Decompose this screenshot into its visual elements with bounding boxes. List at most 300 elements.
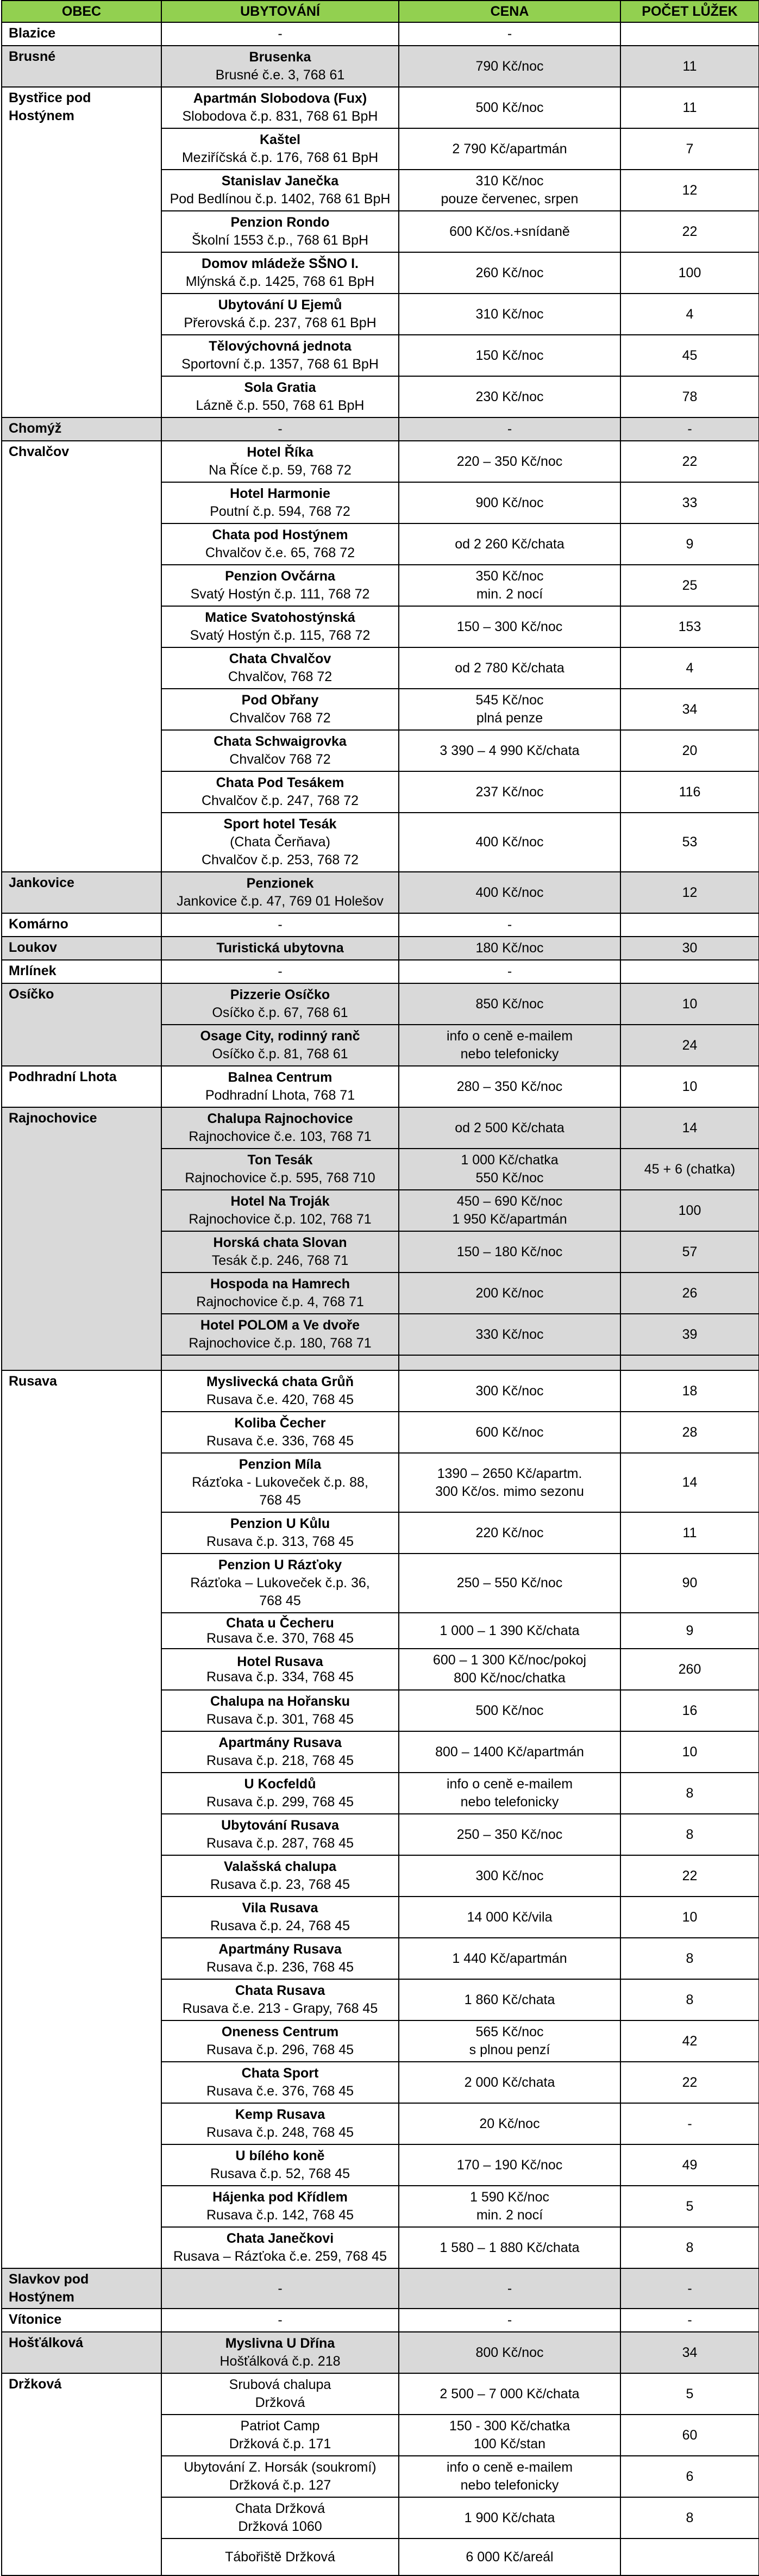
beds-cell: 100 bbox=[620, 252, 759, 294]
accommodation-address: Chvalčov 768 72 bbox=[229, 752, 331, 767]
accommodation-address: Rusava č.e. 420, 768 45 bbox=[206, 1392, 354, 1407]
price-cell: od 2 780 Kč/chata bbox=[399, 647, 620, 689]
accommodation-address: Rusava – Rázťoka č.e. 259, 768 45 bbox=[173, 2249, 387, 2264]
accommodation-address: Rusava č.e. 336, 768 45 bbox=[206, 1433, 354, 1449]
beds-cell: 39 bbox=[620, 1314, 759, 1355]
price-cell: 6 000 Kč/areál bbox=[399, 2538, 620, 2575]
accommodation-address: Hošťálková č.p. 218 bbox=[219, 2354, 341, 2369]
ubytovani-cell bbox=[161, 1273, 399, 1314]
accommodation-name: Srubová chalupa bbox=[229, 2377, 331, 2392]
beds-cell: 24 bbox=[620, 1025, 759, 1066]
accommodation-address: Osíčko č.p. 67, 768 61 bbox=[212, 1005, 348, 1020]
beds-cell: 8 bbox=[620, 2227, 759, 2268]
accommodation-address: Tesák č.p. 246, 768 71 bbox=[211, 1253, 349, 1268]
ubytovani-cell bbox=[161, 170, 399, 211]
accommodation-name: - bbox=[278, 421, 283, 436]
ubytovani-cell bbox=[161, 1107, 399, 1149]
accommodation-address: Poutní č.p. 594, 768 72 bbox=[210, 504, 350, 519]
accommodation-name: Apartmány Rusava bbox=[218, 1735, 342, 1750]
accommodation-address: Držková č.p. 171 bbox=[229, 2436, 331, 2452]
price-cell: 180 Kč/noc bbox=[399, 937, 620, 960]
accommodation-name: Pod Obřany bbox=[241, 693, 319, 708]
accommodation-address: Rusava č.p. 296, 768 45 bbox=[206, 2042, 354, 2057]
accommodation-name: Valašská chalupa bbox=[223, 1859, 337, 1874]
ubytovani-cell bbox=[161, 872, 399, 913]
ubytovani-cell bbox=[161, 2144, 399, 2186]
beds-cell: 26 bbox=[620, 1273, 759, 1314]
beds-cell: 4 bbox=[620, 647, 759, 689]
table-row bbox=[2, 417, 759, 441]
price-cell: od 2 260 Kč/chata bbox=[399, 523, 620, 565]
ubytovani-cell bbox=[161, 1897, 399, 1938]
ubytovani-cell bbox=[161, 335, 399, 376]
beds-cell: 45 + 6 (chatka) bbox=[620, 1149, 759, 1190]
accommodation-name: Hospoda na Hamrech bbox=[210, 1276, 350, 1292]
accommodation-name: Chata Janečkovi bbox=[226, 2231, 334, 2246]
accommodation-address: Rázťoka - Lukoveček č.p. 88, 768 45 bbox=[192, 1475, 368, 1508]
accommodation-name: Myslivna U Dřína bbox=[225, 2336, 335, 2351]
accommodation-address: Mlýnská č.p. 1425, 768 61 BpH bbox=[185, 274, 375, 289]
ubytovani-cell bbox=[161, 523, 399, 565]
beds-cell: 11 bbox=[620, 46, 759, 87]
accommodation-name: Hájenka pod Křídlem bbox=[212, 2190, 348, 2205]
price-cell: 3 390 – 4 990 Kč/chata bbox=[399, 730, 620, 771]
accommodation-name: - bbox=[278, 26, 283, 41]
price-cell: 150 – 180 Kč/noc bbox=[399, 1231, 620, 1273]
price-cell: 500 Kč/noc bbox=[399, 87, 620, 128]
obec-cell: Chvalčov bbox=[2, 441, 161, 872]
accommodation-name: Chata Držková bbox=[235, 2501, 325, 2516]
price-cell: 900 Kč/noc bbox=[399, 482, 620, 523]
beds-cell bbox=[620, 913, 759, 937]
price-cell: - bbox=[399, 960, 620, 983]
price-cell: 280 – 350 Kč/noc bbox=[399, 1066, 620, 1107]
beds-cell: - bbox=[620, 2103, 759, 2144]
ubytovani-cell bbox=[161, 2309, 399, 2332]
accommodation-name: Chata Pod Tesákem bbox=[216, 775, 344, 790]
table-row bbox=[2, 2373, 759, 2415]
beds-cell: 14 bbox=[620, 1453, 759, 1512]
beds-cell: 53 bbox=[620, 813, 759, 872]
obec-cell: Rusava bbox=[2, 1370, 161, 2268]
ubytovani-cell bbox=[161, 606, 399, 647]
table-row bbox=[2, 1107, 759, 1149]
accommodation-address: Rusava č.e. 213 - Grapy, 768 45 bbox=[182, 2001, 378, 2016]
obec-cell: Slavkov pod Hostýnem bbox=[2, 2268, 161, 2309]
ubytovani-cell bbox=[161, 211, 399, 252]
beds-cell: 45 bbox=[620, 335, 759, 376]
accommodation-address: Rusava č.p. 142, 768 45 bbox=[206, 2207, 354, 2223]
price-cell: - bbox=[399, 417, 620, 441]
accommodation-name: Hotel POLOM a Ve dvoře bbox=[200, 1318, 360, 1333]
beds-cell: 100 bbox=[620, 1190, 759, 1231]
ubytovani-cell bbox=[161, 2227, 399, 2268]
accommodation-name: Kaštel bbox=[259, 132, 301, 147]
beds-cell: 25 bbox=[620, 565, 759, 606]
beds-cell: 11 bbox=[620, 1512, 759, 1554]
price-cell: 850 Kč/noc bbox=[399, 983, 620, 1025]
accommodation-name: Apartmány Rusava bbox=[218, 1942, 342, 1957]
header-ubytovani: UBYTOVÁNÍ bbox=[161, 1, 399, 22]
accommodation-name: Sport hotel Tesák bbox=[223, 816, 337, 832]
accommodation-address: Chvalčov č.e. 65, 768 72 bbox=[205, 545, 355, 560]
accommodation-name: Balnea Centrum bbox=[228, 1070, 333, 1085]
accommodation-address: Rajnochovice č.p. 4, 768 71 bbox=[196, 1294, 364, 1309]
obec-cell: Rajnochovice bbox=[2, 1107, 161, 1370]
accommodation-address: Chvalčov, 768 72 bbox=[228, 669, 333, 684]
price-cell: 2 000 Kč/chata bbox=[399, 2062, 620, 2103]
ubytovani-cell bbox=[161, 1355, 399, 1370]
accommodation-address: Svatý Hostýn č.p. 111, 768 72 bbox=[190, 587, 370, 602]
accommodation-name: Apartmán Slobodova (Fux) bbox=[193, 91, 367, 106]
beds-cell: 18 bbox=[620, 1370, 759, 1412]
accommodation-address: Na Říce č.p. 59, 768 72 bbox=[209, 463, 352, 478]
beds-cell: 7 bbox=[620, 128, 759, 170]
ubytovani-cell bbox=[161, 46, 399, 87]
ubytovani-cell bbox=[161, 1453, 399, 1512]
beds-cell: 14 bbox=[620, 1107, 759, 1149]
obec-cell: Mrlínek bbox=[2, 960, 161, 983]
accommodation-name: Penzion Rondo bbox=[230, 215, 330, 230]
accommodation-name: Koliba Čecher bbox=[234, 1415, 326, 1431]
accommodation-name: Penzionek bbox=[246, 876, 314, 891]
obec-cell: Držková bbox=[2, 2373, 161, 2575]
accommodation-name: Ton Tesák bbox=[247, 1152, 313, 1168]
price-cell: 790 Kč/noc bbox=[399, 46, 620, 87]
price-cell: 1 440 Kč/apartmán bbox=[399, 1938, 620, 1979]
accommodation-address: Svatý Hostýn č.p. 115, 768 72 bbox=[190, 628, 371, 643]
accommodation-address: Přerovská č.p. 237, 768 61 BpH bbox=[184, 315, 377, 330]
accommodation-address: Školní 1553 č.p., 768 61 BpH bbox=[191, 233, 369, 248]
beds-cell: 12 bbox=[620, 170, 759, 211]
accommodation-address: Rusava č.e. 376, 768 45 bbox=[206, 2084, 354, 2099]
accommodation-name: Domov mládeže SŠNO I. bbox=[202, 256, 359, 271]
price-cell: 545 Kč/noc plná penze bbox=[399, 689, 620, 730]
beds-cell: 49 bbox=[620, 2144, 759, 2186]
ubytovani-cell bbox=[161, 1938, 399, 1979]
price-cell: - bbox=[399, 913, 620, 937]
accommodation-name: Tábořiště Držková bbox=[225, 2549, 335, 2565]
price-cell: 200 Kč/noc bbox=[399, 1273, 620, 1314]
accommodation-address: Pod Bedlínou č.p. 1402, 768 61 BpH bbox=[170, 191, 391, 207]
price-cell: 310 Kč/noc pouze červenec, srpen bbox=[399, 170, 620, 211]
ubytovani-cell bbox=[161, 1370, 399, 1412]
beds-cell: 8 bbox=[620, 1814, 759, 1855]
beds-cell: 90 bbox=[620, 1554, 759, 1613]
accommodation-name: Oneness Centrum bbox=[221, 2024, 339, 2039]
accommodation-name: Penzion U Rázťoky bbox=[218, 1557, 342, 1573]
beds-cell: 28 bbox=[620, 1412, 759, 1453]
beds-cell bbox=[620, 1355, 759, 1370]
ubytovani-cell bbox=[161, 2497, 399, 2538]
accommodation-name: Chata Sport bbox=[241, 2066, 319, 2081]
accommodation-name: Stanislav Janečka bbox=[221, 173, 339, 189]
price-cell: 1 000 – 1 390 Kč/chata bbox=[399, 1613, 620, 1649]
obec-cell: Blazice bbox=[2, 22, 161, 46]
ubytovani-cell bbox=[161, 1814, 399, 1855]
beds-cell: 4 bbox=[620, 294, 759, 335]
price-cell: - bbox=[399, 22, 620, 46]
ubytovani-cell bbox=[161, 2268, 399, 2309]
ubytovani-cell bbox=[161, 2373, 399, 2415]
ubytovani-cell bbox=[161, 2186, 399, 2227]
beds-cell: 11 bbox=[620, 87, 759, 128]
accommodation-name: Patriot Camp bbox=[240, 2418, 320, 2434]
price-cell: 350 Kč/noc min. 2 nocí bbox=[399, 565, 620, 606]
accommodation-address: (Chata Čerňava) Chvalčov č.p. 253, 768 72 bbox=[201, 834, 359, 868]
ubytovani-cell bbox=[161, 1649, 399, 1690]
beds-cell: 22 bbox=[620, 1855, 759, 1897]
accommodation-name: Penzion Míla bbox=[239, 1457, 322, 1472]
beds-cell: 16 bbox=[620, 1690, 759, 1731]
accommodation-address: Chvalčov 768 72 bbox=[229, 710, 331, 726]
beds-cell: 34 bbox=[620, 689, 759, 730]
beds-cell: 9 bbox=[620, 1613, 759, 1649]
accommodation-address: Rajnochovice č.p. 180, 768 71 bbox=[189, 1336, 372, 1351]
accommodation-address: Meziříčská č.p. 176, 768 61 BpH bbox=[181, 150, 379, 165]
beds-cell: 8 bbox=[620, 2497, 759, 2538]
ubytovani-cell bbox=[161, 1613, 399, 1649]
accommodation-name: U bílého koně bbox=[235, 2148, 325, 2163]
ubytovani-cell bbox=[161, 1412, 399, 1453]
beds-cell: 10 bbox=[620, 983, 759, 1025]
accommodation-table bbox=[1, 0, 759, 2576]
beds-cell: 22 bbox=[620, 2062, 759, 2103]
beds-cell bbox=[620, 960, 759, 983]
accommodation-name: Matice Svatohostýnská bbox=[205, 610, 355, 625]
table-row bbox=[2, 2309, 759, 2332]
beds-cell: 10 bbox=[620, 1731, 759, 1773]
accommodation-name: Ubytování U Ejemů bbox=[218, 297, 342, 313]
ubytovani-cell bbox=[161, 913, 399, 937]
ubytovani-cell bbox=[161, 1690, 399, 1731]
beds-cell: - bbox=[620, 2309, 759, 2332]
beds-cell: 5 bbox=[620, 2373, 759, 2415]
accommodation-name: - bbox=[278, 917, 283, 932]
ubytovani-cell bbox=[161, 1773, 399, 1814]
ubytovani-cell bbox=[161, 417, 399, 441]
accommodation-address: Sportovní č.p. 1357, 768 61 BpH bbox=[181, 357, 379, 372]
accommodation-name: Chata Schwaigrovka bbox=[214, 734, 347, 749]
ubytovani-cell bbox=[161, 1512, 399, 1554]
price-cell: 300 Kč/noc bbox=[399, 1370, 620, 1412]
price-cell: 150 Kč/noc bbox=[399, 335, 620, 376]
ubytovani-cell bbox=[161, 482, 399, 523]
beds-cell: 33 bbox=[620, 482, 759, 523]
accommodation-address: Rusava č.p. 24, 768 45 bbox=[210, 1918, 350, 1933]
accommodation-address: Držková bbox=[255, 2395, 305, 2410]
ubytovani-cell bbox=[161, 2332, 399, 2373]
obec-cell: Vítonice bbox=[2, 2309, 161, 2332]
beds-cell: 57 bbox=[620, 1231, 759, 1273]
price-cell: 400 Kč/noc bbox=[399, 813, 620, 872]
accommodation-name: Vila Rusava bbox=[242, 1900, 318, 1916]
accommodation-name: Ubytování Rusava bbox=[221, 1818, 339, 1833]
accommodation-name: Hotel Rusava bbox=[237, 1654, 323, 1669]
beds-cell: 60 bbox=[620, 2415, 759, 2456]
beds-cell: 20 bbox=[620, 730, 759, 771]
ubytovani-cell bbox=[161, 22, 399, 46]
table-row bbox=[2, 983, 759, 1025]
price-cell: 300 Kč/noc bbox=[399, 1855, 620, 1897]
obec-cell: Komárno bbox=[2, 913, 161, 937]
accommodation-address: Rajnochovice č.p. 102, 768 71 bbox=[189, 1212, 372, 1227]
ubytovani-cell bbox=[161, 1554, 399, 1613]
table-row bbox=[2, 913, 759, 937]
ubytovani-cell bbox=[161, 937, 399, 960]
accommodation-address: Jankovice č.p. 47, 769 01 Holešov bbox=[177, 894, 384, 909]
accommodation-name: Osage City, rodinný ranč bbox=[200, 1028, 360, 1044]
obec-cell: Jankovice bbox=[2, 872, 161, 913]
accommodation-name: - bbox=[278, 2280, 283, 2296]
beds-cell: 5 bbox=[620, 2186, 759, 2227]
accommodation-name: Ubytování Z. Horsák (soukromí) bbox=[184, 2460, 377, 2475]
table-row bbox=[2, 937, 759, 960]
beds-cell: 42 bbox=[620, 2020, 759, 2062]
ubytovani-cell bbox=[161, 1066, 399, 1107]
accommodation-address: Rusava č.p. 313, 768 45 bbox=[206, 1534, 354, 1549]
price-cell: 20 Kč/noc bbox=[399, 2103, 620, 2144]
accommodation-name: Chata Rusava bbox=[235, 1983, 325, 1998]
price-cell: 800 Kč/noc bbox=[399, 2332, 620, 2373]
accommodation-address: Lázně č.p. 550, 768 61 BpH bbox=[196, 398, 365, 413]
ubytovani-cell bbox=[161, 2538, 399, 2575]
accommodation-address: Rajnochovice č.e. 103, 768 71 bbox=[189, 1129, 372, 1144]
accommodation-name: Tělovýchovná jednota bbox=[209, 339, 352, 354]
table-row bbox=[2, 1066, 759, 1107]
ubytovani-cell bbox=[161, 2103, 399, 2144]
price-cell: 2 790 Kč/apartmán bbox=[399, 128, 620, 170]
price-cell: 500 Kč/noc bbox=[399, 1690, 620, 1731]
beds-cell: 10 bbox=[620, 1066, 759, 1107]
ubytovani-cell bbox=[161, 87, 399, 128]
accommodation-name: Horská chata Slovan bbox=[213, 1235, 347, 1250]
accommodation-address: Chvalčov č.p. 247, 768 72 bbox=[201, 793, 359, 808]
beds-cell: 153 bbox=[620, 606, 759, 647]
price-cell: 2 500 – 7 000 Kč/chata bbox=[399, 2373, 620, 2415]
obec-cell: Brusné bbox=[2, 46, 161, 87]
beds-cell: 6 bbox=[620, 2456, 759, 2497]
price-cell: info o ceně e-mailem nebo telefonicky bbox=[399, 1025, 620, 1066]
accommodation-name: Hotel Říka bbox=[247, 445, 313, 460]
accommodation-name: Chalupa na Hořansku bbox=[210, 1694, 350, 1709]
accommodation-name: Chata Chvalčov bbox=[229, 651, 331, 666]
header-cena: CENA bbox=[399, 1, 620, 22]
accommodation-name: Pizzerie Osíčko bbox=[230, 987, 330, 1002]
beds-cell: 22 bbox=[620, 441, 759, 482]
price-cell: 150 – 300 Kč/noc bbox=[399, 606, 620, 647]
beds-cell: 8 bbox=[620, 1979, 759, 2020]
accommodation-address: Rusava č.p. 218, 768 45 bbox=[206, 1753, 354, 1768]
obec-cell: Bystřice pod Hostýnem bbox=[2, 87, 161, 417]
ubytovani-cell bbox=[161, 730, 399, 771]
accommodation-name: - bbox=[278, 2312, 283, 2328]
price-cell: 150 - 300 Kč/chatka 100 Kč/stan bbox=[399, 2415, 620, 2456]
ubytovani-cell bbox=[161, 813, 399, 872]
price-cell: 1 000 Kč/chatka 550 Kč/noc bbox=[399, 1149, 620, 1190]
accommodation-name: Brusenka bbox=[249, 49, 311, 65]
price-cell: 250 – 350 Kč/noc bbox=[399, 1814, 620, 1855]
ubytovani-cell bbox=[161, 294, 399, 335]
price-cell: 250 – 550 Kč/noc bbox=[399, 1554, 620, 1613]
accommodation-address: Brusné č.e. 3, 768 61 bbox=[215, 67, 345, 83]
table-row bbox=[2, 2332, 759, 2373]
ubytovani-cell bbox=[161, 2062, 399, 2103]
accommodation-address: Slobodova č.p. 831, 768 61 BpH bbox=[182, 109, 378, 124]
accommodation-address: Rázťoka – Lukoveček č.p. 36, 768 45 bbox=[190, 1575, 370, 1608]
accommodation-name: Penzion U Kůlu bbox=[230, 1516, 330, 1531]
beds-cell: 78 bbox=[620, 376, 759, 417]
price-cell: 230 Kč/noc bbox=[399, 376, 620, 417]
ubytovani-cell bbox=[161, 647, 399, 689]
accommodation-name: Chata u Čecheru bbox=[226, 1616, 334, 1631]
beds-cell: 9 bbox=[620, 523, 759, 565]
table-row bbox=[2, 441, 759, 482]
accommodation-name: Hotel Harmonie bbox=[230, 486, 330, 501]
price-cell: - bbox=[399, 2309, 620, 2332]
price-cell bbox=[399, 1355, 620, 1370]
obec-cell: Chomýž bbox=[2, 417, 161, 441]
accommodation-name: Chata pod Hostýnem bbox=[212, 527, 348, 542]
beds-cell bbox=[620, 22, 759, 46]
accommodation-address: Rusava č.p. 23, 768 45 bbox=[210, 1877, 350, 1892]
ubytovani-cell bbox=[161, 1025, 399, 1066]
table-row bbox=[2, 87, 759, 128]
beds-cell: 260 bbox=[620, 1649, 759, 1690]
ubytovani-cell bbox=[161, 1855, 399, 1897]
price-cell: 237 Kč/noc bbox=[399, 771, 620, 813]
price-cell: 565 Kč/noc s plnou penzí bbox=[399, 2020, 620, 2062]
price-cell: info o ceně e-mailem nebo telefonicky bbox=[399, 2456, 620, 2497]
table-row bbox=[2, 872, 759, 913]
ubytovani-cell bbox=[161, 1190, 399, 1231]
ubytovani-cell bbox=[161, 252, 399, 294]
price-cell: 1 590 Kč/noc min. 2 nocí bbox=[399, 2186, 620, 2227]
accommodation-address: Podhradní Lhota, 768 71 bbox=[205, 1088, 355, 1103]
accommodation-name: Chalupa Rajnochovice bbox=[207, 1111, 353, 1126]
accommodation-address: Rusava č.p. 299, 768 45 bbox=[206, 1794, 354, 1810]
ubytovani-cell bbox=[161, 2415, 399, 2456]
accommodation-address: Rusava č.p. 236, 768 45 bbox=[206, 1960, 354, 1975]
accommodation-address: Rusava č.p. 287, 768 45 bbox=[206, 1836, 354, 1851]
price-cell: info o ceně e-mailem nebo telefonicky bbox=[399, 1773, 620, 1814]
obec-cell: Hošťálková bbox=[2, 2332, 161, 2373]
ubytovani-cell bbox=[161, 565, 399, 606]
accommodation-name: Sola Gratia bbox=[244, 380, 316, 395]
beds-cell: - bbox=[620, 2268, 759, 2309]
accommodation-name: - bbox=[278, 964, 283, 979]
accommodation-name: U Kocfeldů bbox=[244, 1776, 316, 1792]
table-row bbox=[2, 22, 759, 46]
price-cell: 220 – 350 Kč/noc bbox=[399, 441, 620, 482]
accommodation-name: Penzion Ovčárna bbox=[225, 569, 335, 584]
table-row bbox=[2, 2268, 759, 2309]
beds-cell: 22 bbox=[620, 211, 759, 252]
header-row bbox=[2, 1, 759, 22]
ubytovani-cell bbox=[161, 960, 399, 983]
price-cell: 170 – 190 Kč/noc bbox=[399, 2144, 620, 2186]
price-cell: 14 000 Kč/vila bbox=[399, 1897, 620, 1938]
ubytovani-cell bbox=[161, 441, 399, 482]
accommodation-name: Turistická ubytovna bbox=[216, 940, 344, 956]
table-row bbox=[2, 960, 759, 983]
obec-cell: Loukov bbox=[2, 937, 161, 960]
price-cell: 1 900 Kč/chata bbox=[399, 2497, 620, 2538]
table-row bbox=[2, 46, 759, 87]
obec-cell: Osíčko bbox=[2, 983, 161, 1066]
header-obec: OBEC bbox=[2, 1, 161, 22]
accommodation-address: Rajnochovice č.p. 595, 768 710 bbox=[185, 1170, 375, 1186]
